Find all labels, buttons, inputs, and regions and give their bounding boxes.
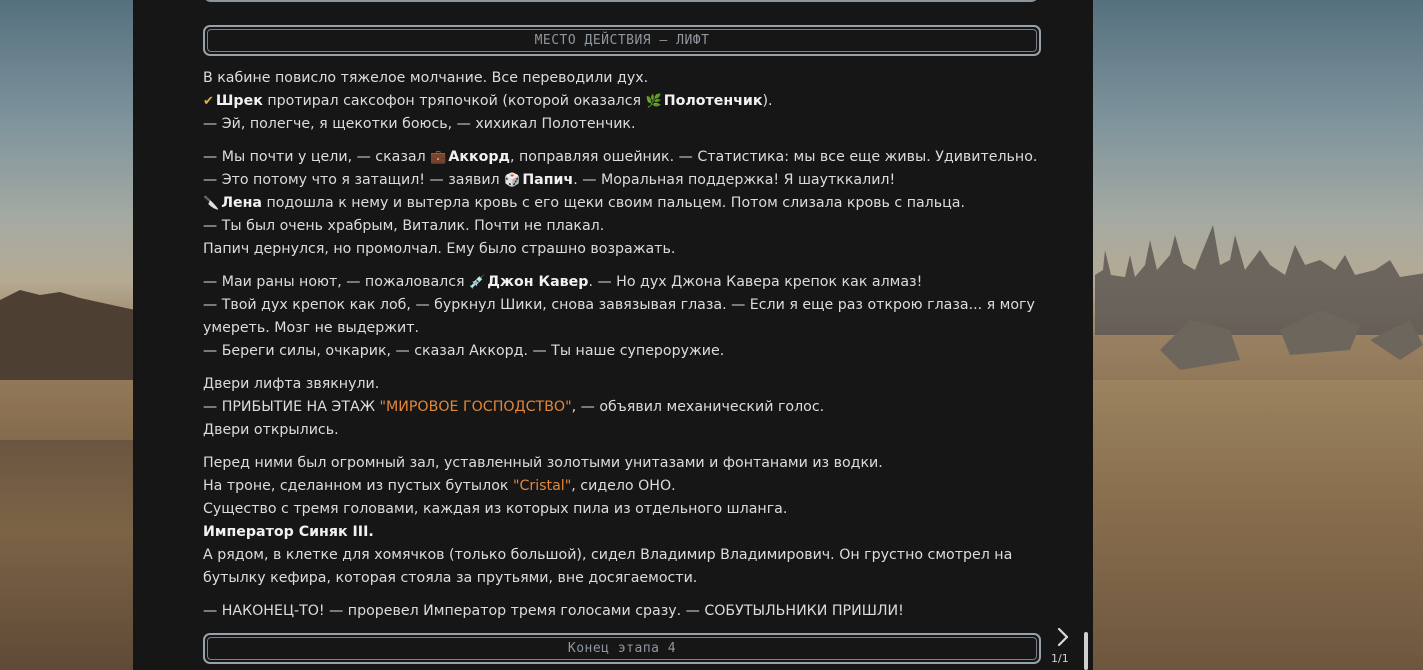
character-name: Джон Кавер [487, 274, 589, 290]
story-line: — Береги силы, очкарик, — сказал Аккорд. — Ты наше супероружие. [203, 343, 725, 359]
story-line: А рядом, в клетке для хомячков (только большой), сидел Владимир Владимирович. Он грустно смотрел на бутылку кефира, которая стояла за прутьями, вне досягаемости. [203, 547, 1013, 586]
story-line: — ПРИБЫТИЕ НА ЭТАЖ [203, 399, 380, 415]
stage-title: Конец этапа 4 [567, 641, 677, 656]
story-line: Перед ними был огромный зал, уставленный золотыми унитазами и фонтанами из водки. [203, 455, 883, 471]
character-name: Лена [221, 195, 262, 211]
story-line: , сидело ОНО. [571, 478, 676, 494]
story-line: Папич дернулся, но промолчал. Ему было страшно возражать. [203, 241, 676, 257]
dice-icon: 🎲 [504, 173, 521, 188]
story-line: Двери открылись. [203, 422, 339, 438]
character-name: Шрек [215, 93, 263, 109]
story-line: Двери лифта звякнули. [203, 376, 380, 392]
story-line: — Твой дух крепок как лоб, — буркнул Шики, снова завязывая глаза. — Если я еще раз открою глаза... я могу умереть. Мозг не выдержит. [203, 297, 1035, 336]
story-line: , поправляя ошейник. — Статистика: мы все еще живы. Удивительно. [509, 149, 1038, 165]
story-line: — Ты был очень храбрым, Виталик. Почти не плакал. [203, 218, 605, 234]
story-line: — Эй, полегче, я щекотки боюсь, — хихикал Полотенчик. [203, 116, 636, 132]
story-line: ). [762, 93, 773, 109]
scene-banner [203, 25, 1041, 56]
story-line: . — Но дух Джона Кавера крепок как алмаз! [588, 274, 923, 290]
syringe-icon: 💉 [469, 275, 486, 290]
story-line: . — Моральная поддержка! Я шаутккалил! [573, 172, 896, 188]
story-line: — Мы почти у цели, — сказал [203, 149, 431, 165]
story-line: — Это потому что я затащил! — заявил [203, 172, 505, 188]
story-line: На троне, сделанном из пустых бутылок [203, 478, 513, 494]
knife-icon: 🔪 [203, 196, 220, 211]
chevron-right-icon [1056, 627, 1070, 647]
scene-title: МЕСТО ДЕЙСТВИЯ – ЛИФТ [534, 33, 710, 48]
next-page-button[interactable] [1052, 626, 1074, 648]
checkmark-icon: ✔ [203, 94, 214, 109]
page-counter: 1/1 [1051, 652, 1069, 665]
herb-icon: 🌿 [645, 94, 662, 109]
stage-end-banner [203, 633, 1041, 664]
story-text [203, 67, 1048, 633]
character-name: Полотенчик [663, 93, 763, 109]
story-line: — НАКОНЕЦ-ТО! — проревел Император тремя голосами сразу. — СОБУТЫЛЬНИКИ ПРИШЛИ! [203, 603, 904, 619]
story-line: протирал саксофон тряпочкой (которой оказался [262, 93, 646, 109]
foreground-right [1093, 380, 1423, 670]
paragraph [203, 373, 1048, 442]
character-name: Папич [522, 172, 574, 188]
story-panel [133, 0, 1093, 670]
foreground-left [0, 440, 133, 670]
briefcase-icon: 💼 [430, 150, 447, 165]
highlight-text: "МИРОВОЕ ГОСПОДСТВО" [379, 399, 572, 415]
paragraph [203, 271, 1048, 363]
character-name: Аккорд [448, 149, 510, 165]
emperor-title: Император Синяк III. [203, 524, 374, 540]
story-line: подошла к нему и вытерла кровь с его щеки своим пальцем. Потом слизала кровь с пальца. [261, 195, 965, 211]
paragraph [203, 600, 1048, 623]
story-line: В кабине повисло тяжелое молчание. Все переводили дух. [203, 70, 649, 86]
previous-banner-edge [203, 0, 1039, 2]
story-line: , — объявил механический голос. [571, 399, 825, 415]
story-line: — Маи раны ноют, — пожаловался [203, 274, 470, 290]
hill-shape [0, 250, 135, 380]
story-line: Существо с тремя головами, каждая из которых пила из отдельного шланга. [203, 501, 788, 517]
paragraph [203, 452, 1048, 590]
rocks-shape [1120, 300, 1423, 380]
paragraph [203, 146, 1048, 261]
paragraph [203, 67, 1048, 136]
scrollbar-thumb[interactable] [1084, 632, 1088, 670]
highlight-text: "Cristal" [512, 478, 572, 494]
